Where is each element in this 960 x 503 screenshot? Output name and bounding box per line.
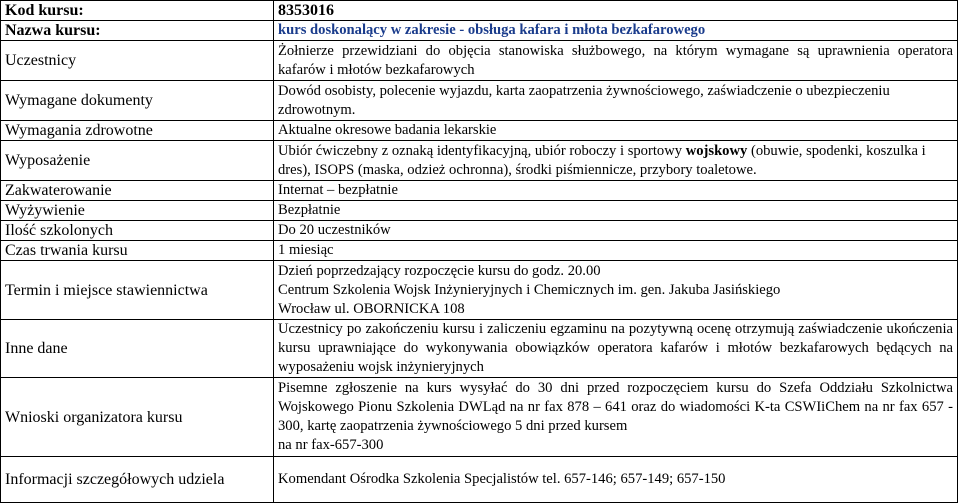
value-meals: Bezpłatnie	[274, 201, 958, 221]
label-health-requirements: Wymagania zdrowotne	[1, 121, 274, 141]
row-date-place	[1, 261, 958, 320]
label-detailed-info: Informacji szczegółowych udziela	[1, 457, 274, 503]
label-other-info: Inne dane	[1, 320, 274, 378]
label-equipment: Wyposażenie	[1, 141, 274, 181]
row-meals	[1, 201, 958, 221]
date-place-line-3: Wrocław ul. OBORNICKA 108	[278, 300, 465, 317]
label-trainee-count: Ilość szkolonych	[1, 221, 274, 241]
equipment-text-bold: wojskowy	[685, 142, 748, 159]
row-other-info	[1, 320, 958, 378]
label-required-documents: Wymagane dokumenty	[1, 81, 274, 121]
label-course-name: Nazwa kursu:	[1, 21, 274, 41]
label-date-place: Termin i miejsce stawiennictwa	[1, 261, 274, 320]
label-course-code: Kod kursu:	[1, 1, 274, 21]
label-organizer-requests: Wnioski organizatora kursu	[1, 378, 274, 457]
row-equipment	[1, 141, 958, 181]
value-course-name: kurs doskonalący w zakresie - obsługa kafara i młota bezkafarowego	[274, 21, 958, 41]
row-trainee-count	[1, 221, 958, 241]
organizer-requests-line-1: Pisemne zgłoszenie na kurs wysyłać do 30 dni przed rozpoczęciem kursu do Szefa Oddziału Szkolnictwa Wojskowego Pionu Szkolenia DWLąd na nr fax 878 – 641 oraz do wiadomości K-ta CSWIiChem na nr fax 657 - 300, kartę zaopatrzenia żywnościowego 5 dni przed kursem	[278, 380, 953, 434]
date-place-line-2: Centrum Szkolenia Wojsk Inżynieryjnych i Chemicznych im. gen. Jakuba Jasińskiego	[278, 281, 781, 298]
equipment-text-post: (obuwie, spodenki, koszulka i dres), ISOPS (maska, odzież ochronna), środki piśmiennicze, przybory toaletowe.	[278, 142, 926, 178]
row-course-name	[1, 21, 958, 41]
row-organizer-requests	[1, 378, 958, 457]
organizer-requests-line-2: na nr fax-657-300	[278, 437, 384, 453]
row-detailed-info	[1, 457, 958, 503]
value-accommodation: Internat – bezpłatnie	[274, 181, 958, 201]
value-required-documents: Dowód osobisty, polecenie wyjazdu, karta zaopatrzenia żywnościowego, zaświadczenie o ubezpieczeniu zdrowotnym.	[274, 81, 958, 121]
row-accommodation	[1, 181, 958, 201]
equipment-text-pre: Ubiór ćwiczebny z oznaką identyfikacyjną, ubiór roboczy i sportowy	[278, 142, 686, 159]
value-date-place	[274, 261, 958, 320]
value-detailed-info: Komendant Ośrodka Szkolenia Specjalistów tel. 657-146; 657-149; 657-150	[274, 457, 958, 503]
row-course-code	[1, 1, 958, 21]
value-participants: Żołnierze przewidziani do objęcia stanowiska służbowego, na którym wymagane są uprawnienia operatora kafarów i młotów bezkafarowych	[274, 41, 958, 81]
row-course-duration	[1, 241, 958, 261]
row-participants	[1, 41, 958, 81]
value-equipment	[274, 141, 958, 181]
label-meals: Wyżywienie	[1, 201, 274, 221]
value-trainee-count: Do 20 uczestników	[274, 221, 958, 241]
value-course-code: 8353016	[274, 1, 958, 21]
date-place-line-1: Dzień poprzedzający rozpoczęcie kursu do godz. 20.00	[278, 262, 601, 279]
value-other-info: Uczestnicy po zakończeniu kursu i zaliczeniu egzaminu na pozytywną ocenę otrzymują zaświadczenie ukończenia kursu uprawniające do wykonywania obowiązków operatora kafarów i młotów bezkafarowych będących na wyposażeniu wojsk inżynieryjnych	[274, 320, 958, 378]
value-health-requirements: Aktualne okresowe badania lekarskie	[274, 121, 958, 141]
row-health-requirements	[1, 121, 958, 141]
value-course-duration: 1 miesiąc	[274, 241, 958, 261]
label-accommodation: Zakwaterowanie	[1, 181, 274, 201]
value-organizer-requests	[274, 378, 958, 457]
label-participants: Uczestnicy	[1, 41, 274, 81]
label-course-duration: Czas trwania kursu	[1, 241, 274, 261]
row-required-documents	[1, 81, 958, 121]
